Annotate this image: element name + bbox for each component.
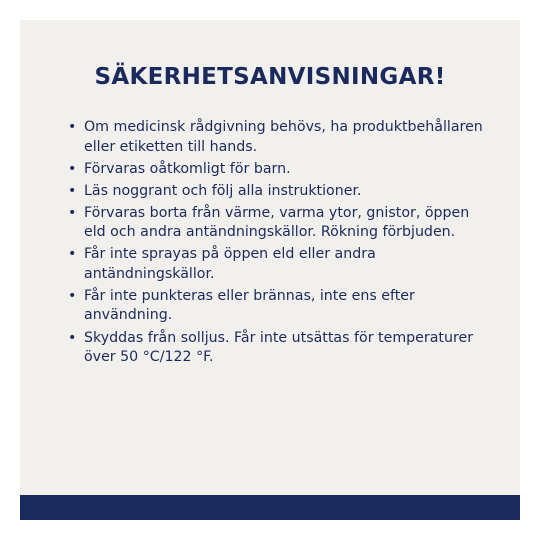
bullet-icon: • bbox=[68, 329, 77, 346]
list-item-text: Skyddas från solljus. Får inte utsättas för temperaturer över 50 °C/122 °F. bbox=[84, 329, 474, 366]
list-item-text: Om medicinsk rådgivning behövs, ha produktbehållaren eller etiketten till hands. bbox=[84, 119, 483, 155]
list-item-text: Förvaras oåtkomligt för barn. bbox=[84, 160, 291, 177]
bullet-icon: • bbox=[68, 160, 77, 177]
list-item bbox=[68, 245, 488, 284]
list-item bbox=[68, 118, 488, 157]
safety-instructions-list bbox=[68, 118, 488, 370]
list-item-text: Får inte sprayas på öppen eld eller andra antändningskällor. bbox=[84, 246, 376, 282]
list-item bbox=[68, 204, 488, 243]
bullet-icon: • bbox=[68, 204, 77, 221]
list-item-text: Förvaras borta från värme, varma ytor, gnistor, öppen eld och andra antändningskällor. Rökning förbjuden. bbox=[84, 204, 470, 241]
footer-bar bbox=[20, 495, 520, 520]
bullet-icon: • bbox=[68, 119, 77, 135]
list-item bbox=[68, 160, 488, 180]
bullet-icon: • bbox=[68, 182, 77, 199]
list-item-text: Läs noggrant och följ alla instruktioner. bbox=[84, 182, 362, 199]
safety-panel bbox=[20, 20, 520, 520]
list-item-text: Får inte punkteras eller brännas, inte ens efter användning. bbox=[84, 287, 415, 324]
page-title: SÄKERHETSANVISNINGAR! bbox=[94, 64, 446, 90]
list-item bbox=[68, 287, 488, 326]
bullet-icon: • bbox=[68, 246, 77, 263]
list-item bbox=[68, 182, 488, 202]
bullet-icon: • bbox=[68, 287, 77, 304]
list-item bbox=[68, 329, 488, 368]
